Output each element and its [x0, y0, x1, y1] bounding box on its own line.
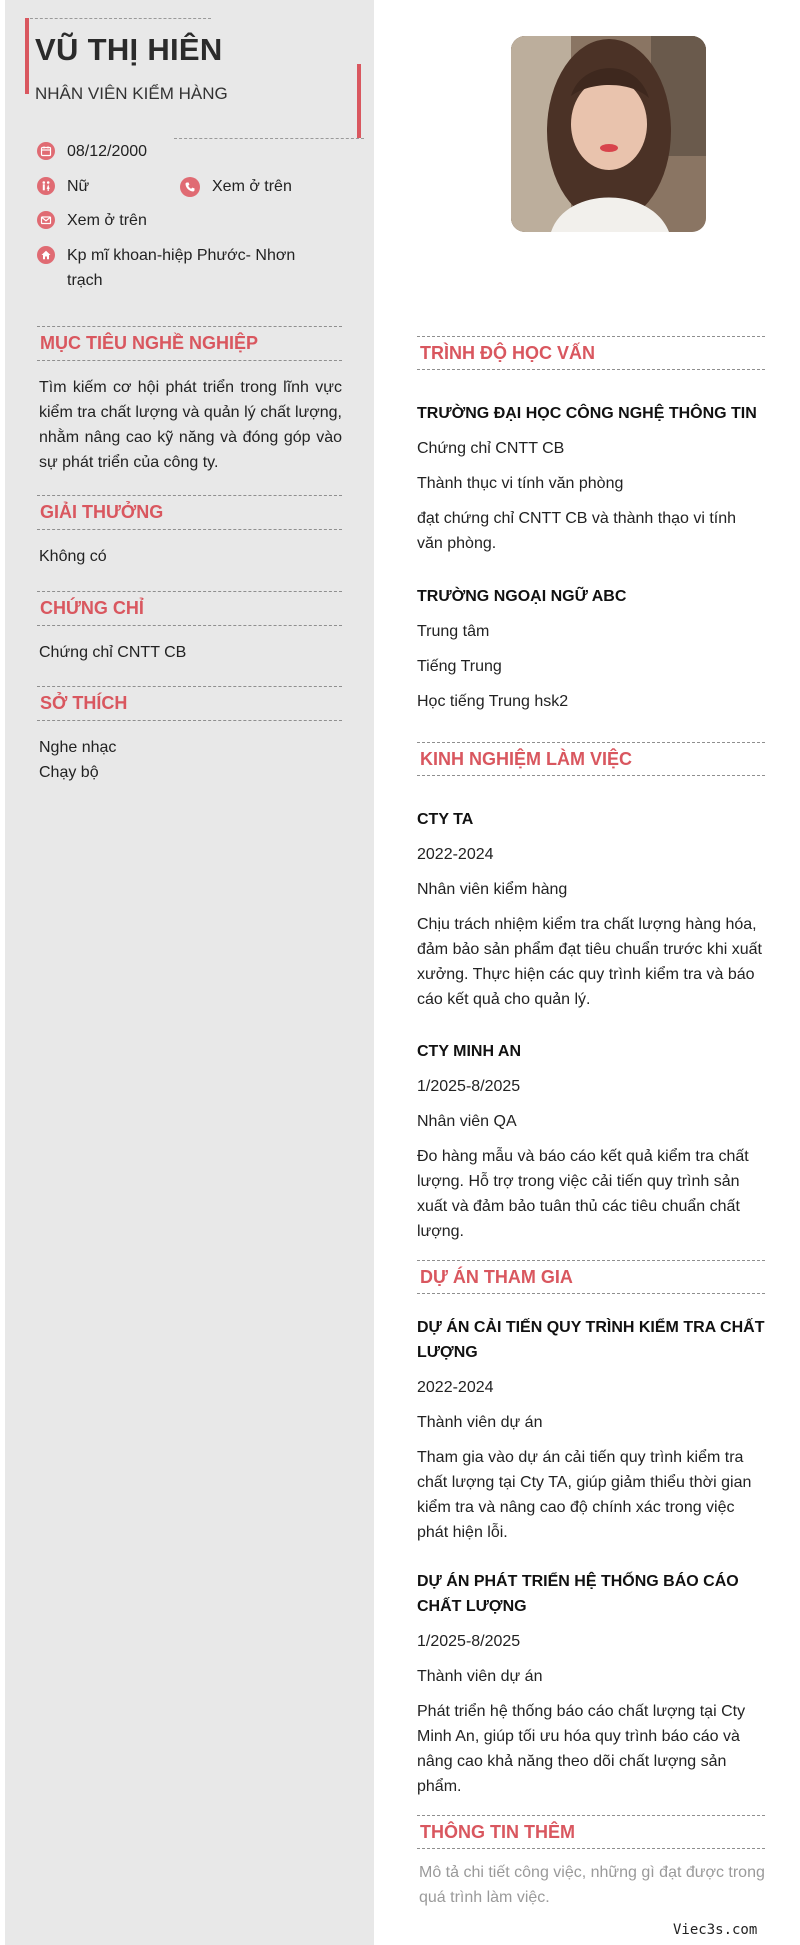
education-description: Học tiếng Trung hsk2	[417, 693, 569, 710]
contact-gender	[37, 174, 89, 199]
hobbies-list	[37, 735, 342, 785]
hobby-item: Nghe nhạc	[39, 739, 117, 756]
section-title-hobbies: SỞ THÍCH	[37, 686, 342, 721]
education-degree: Chứng chỉ CNTT CB	[417, 440, 565, 457]
name-block	[5, 18, 364, 140]
school-name: TRƯỜNG NGOẠI NGỮ ABC	[417, 588, 627, 605]
section-career-objective	[37, 326, 342, 475]
education-major: Tiếng Trung	[417, 658, 502, 675]
project-item	[417, 1315, 765, 1545]
gender-icon	[37, 177, 55, 195]
project-role: Thành viên dự án	[417, 1668, 543, 1685]
education-item	[417, 401, 765, 556]
job-title: NHÂN VIÊN KIỂM HÀNG	[35, 84, 228, 103]
section-title-additional-info: THÔNG TIN THÊM	[417, 1815, 765, 1849]
awards-text: Không có	[39, 548, 107, 565]
company-name: CTY TA	[417, 811, 474, 828]
contact-address	[37, 243, 327, 293]
education-item	[417, 584, 765, 714]
experience-description: Đo hàng mẫu và báo cáo kết quả kiểm tra chất lượng. Hỗ trợ trong việc cải tiến quy trình sản xuất và đảm bảo tuân thủ các tiêu chuẩn chất lượng.	[417, 1148, 749, 1240]
section-title-projects: DỰ ÁN THAM GIA	[417, 1260, 765, 1294]
contact-birthday	[37, 139, 147, 164]
project-description: Phát triển hệ thống báo cáo chất lượng tại Cty Minh An, giúp tối ưu hóa quy trình báo cáo và nâng cao khả năng theo dõi chất lượng sản phẩm.	[417, 1703, 746, 1795]
education-degree: Trung tâm	[417, 623, 490, 640]
phone-value: Xem ở trên	[212, 178, 292, 195]
section-title-awards: GIẢI THƯỞNG	[37, 495, 342, 530]
header-divider-bottom	[174, 138, 364, 139]
accent-bar-left	[25, 18, 29, 94]
section-title-experience: KINH NGHIỆM LÀM VIỆC	[417, 742, 765, 776]
experience-period: 1/2025-8/2025	[417, 1078, 521, 1095]
experience-position: Nhân viên kiểm hàng	[417, 881, 568, 898]
accent-bar-right	[357, 64, 361, 138]
experience-period: 2022-2024	[417, 846, 494, 863]
contact-email	[37, 208, 147, 233]
experience-item	[417, 807, 765, 1012]
profile-photo	[511, 36, 706, 232]
experience-position: Nhân viên QA	[417, 1113, 517, 1130]
project-period: 2022-2024	[417, 1379, 494, 1396]
objective-text: Tìm kiếm cơ hội phát triển trong lĩnh vực kiểm tra chất lượng và quản lý chất lượng, nhằm nâng cao kỹ năng và đóng góp vào sự phát triển của công ty.	[39, 379, 342, 471]
education-description: đạt chứng chỉ CNTT CB và thành thạo vi tính văn phòng.	[417, 510, 737, 552]
header-divider-top	[25, 18, 211, 19]
section-awards	[37, 495, 342, 569]
project-period: 1/2025-8/2025	[417, 1633, 521, 1650]
home-icon	[37, 246, 55, 264]
address-value: Kp mĩ khoan-hiệp Phước- Nhơn trạch	[67, 247, 296, 289]
project-name: DỰ ÁN CẢI TIẾN QUY TRÌNH KIỂM TRA CHẤT LƯỢNG	[417, 1319, 765, 1361]
mail-icon	[37, 211, 55, 229]
project-description: Tham gia vào dự án cải tiến quy trình kiểm tra chất lượng tại Cty TA, giúp giảm thiểu thời gian kiểm tra và nâng cao độ chính xác trong việc phát hiện lỗi.	[417, 1449, 752, 1541]
calendar-icon	[37, 142, 55, 160]
candidate-name: VŨ THỊ HIÊN	[35, 32, 223, 67]
email-value: Xem ở trên	[67, 212, 147, 229]
sidebar	[5, 0, 374, 1945]
phone-icon	[180, 177, 200, 197]
company-name: CTY MINH AN	[417, 1043, 521, 1060]
certificates-text: Chứng chỉ CNTT CB	[39, 644, 187, 661]
school-name: TRƯỜNG ĐẠI HỌC CÔNG NGHỆ THÔNG TIN	[417, 405, 757, 422]
project-role: Thành viên dự án	[417, 1414, 543, 1431]
hobby-item: Chạy bộ	[39, 764, 99, 781]
contact-phone	[180, 174, 292, 199]
section-title-education: TRÌNH ĐỘ HỌC VẤN	[417, 336, 765, 370]
project-name: DỰ ÁN PHÁT TRIỂN HỆ THỐNG BÁO CÁO CHẤT LƯỢNG	[417, 1573, 739, 1615]
section-title-certificates: CHỨNG CHỈ	[37, 591, 342, 626]
gender-value: Nữ	[67, 178, 90, 195]
section-hobbies	[37, 686, 342, 785]
experience-description: Chịu trách nhiệm kiểm tra chất lượng hàng hóa, đảm bảo sản phẩm đạt tiêu chuẩn trước khi xuất xưởng. Thực hiện các quy trình kiểm tra và báo cáo kết quả cho quản lý.	[417, 916, 762, 1008]
education-major: Thành thục vi tính văn phòng	[417, 475, 624, 492]
project-item	[417, 1569, 765, 1799]
watermark: Viec3s.com	[673, 1922, 758, 1938]
section-title-objective: MỤC TIÊU NGHỀ NGHIỆP	[37, 326, 342, 361]
section-certificates	[37, 591, 342, 665]
experience-item	[417, 1039, 765, 1244]
birthday-value: 08/12/2000	[67, 143, 148, 160]
additional-info-placeholder[interactable]: Mô tả chi tiết công việc, những gì đạt được trong quá trình làm việc.	[419, 1864, 765, 1906]
